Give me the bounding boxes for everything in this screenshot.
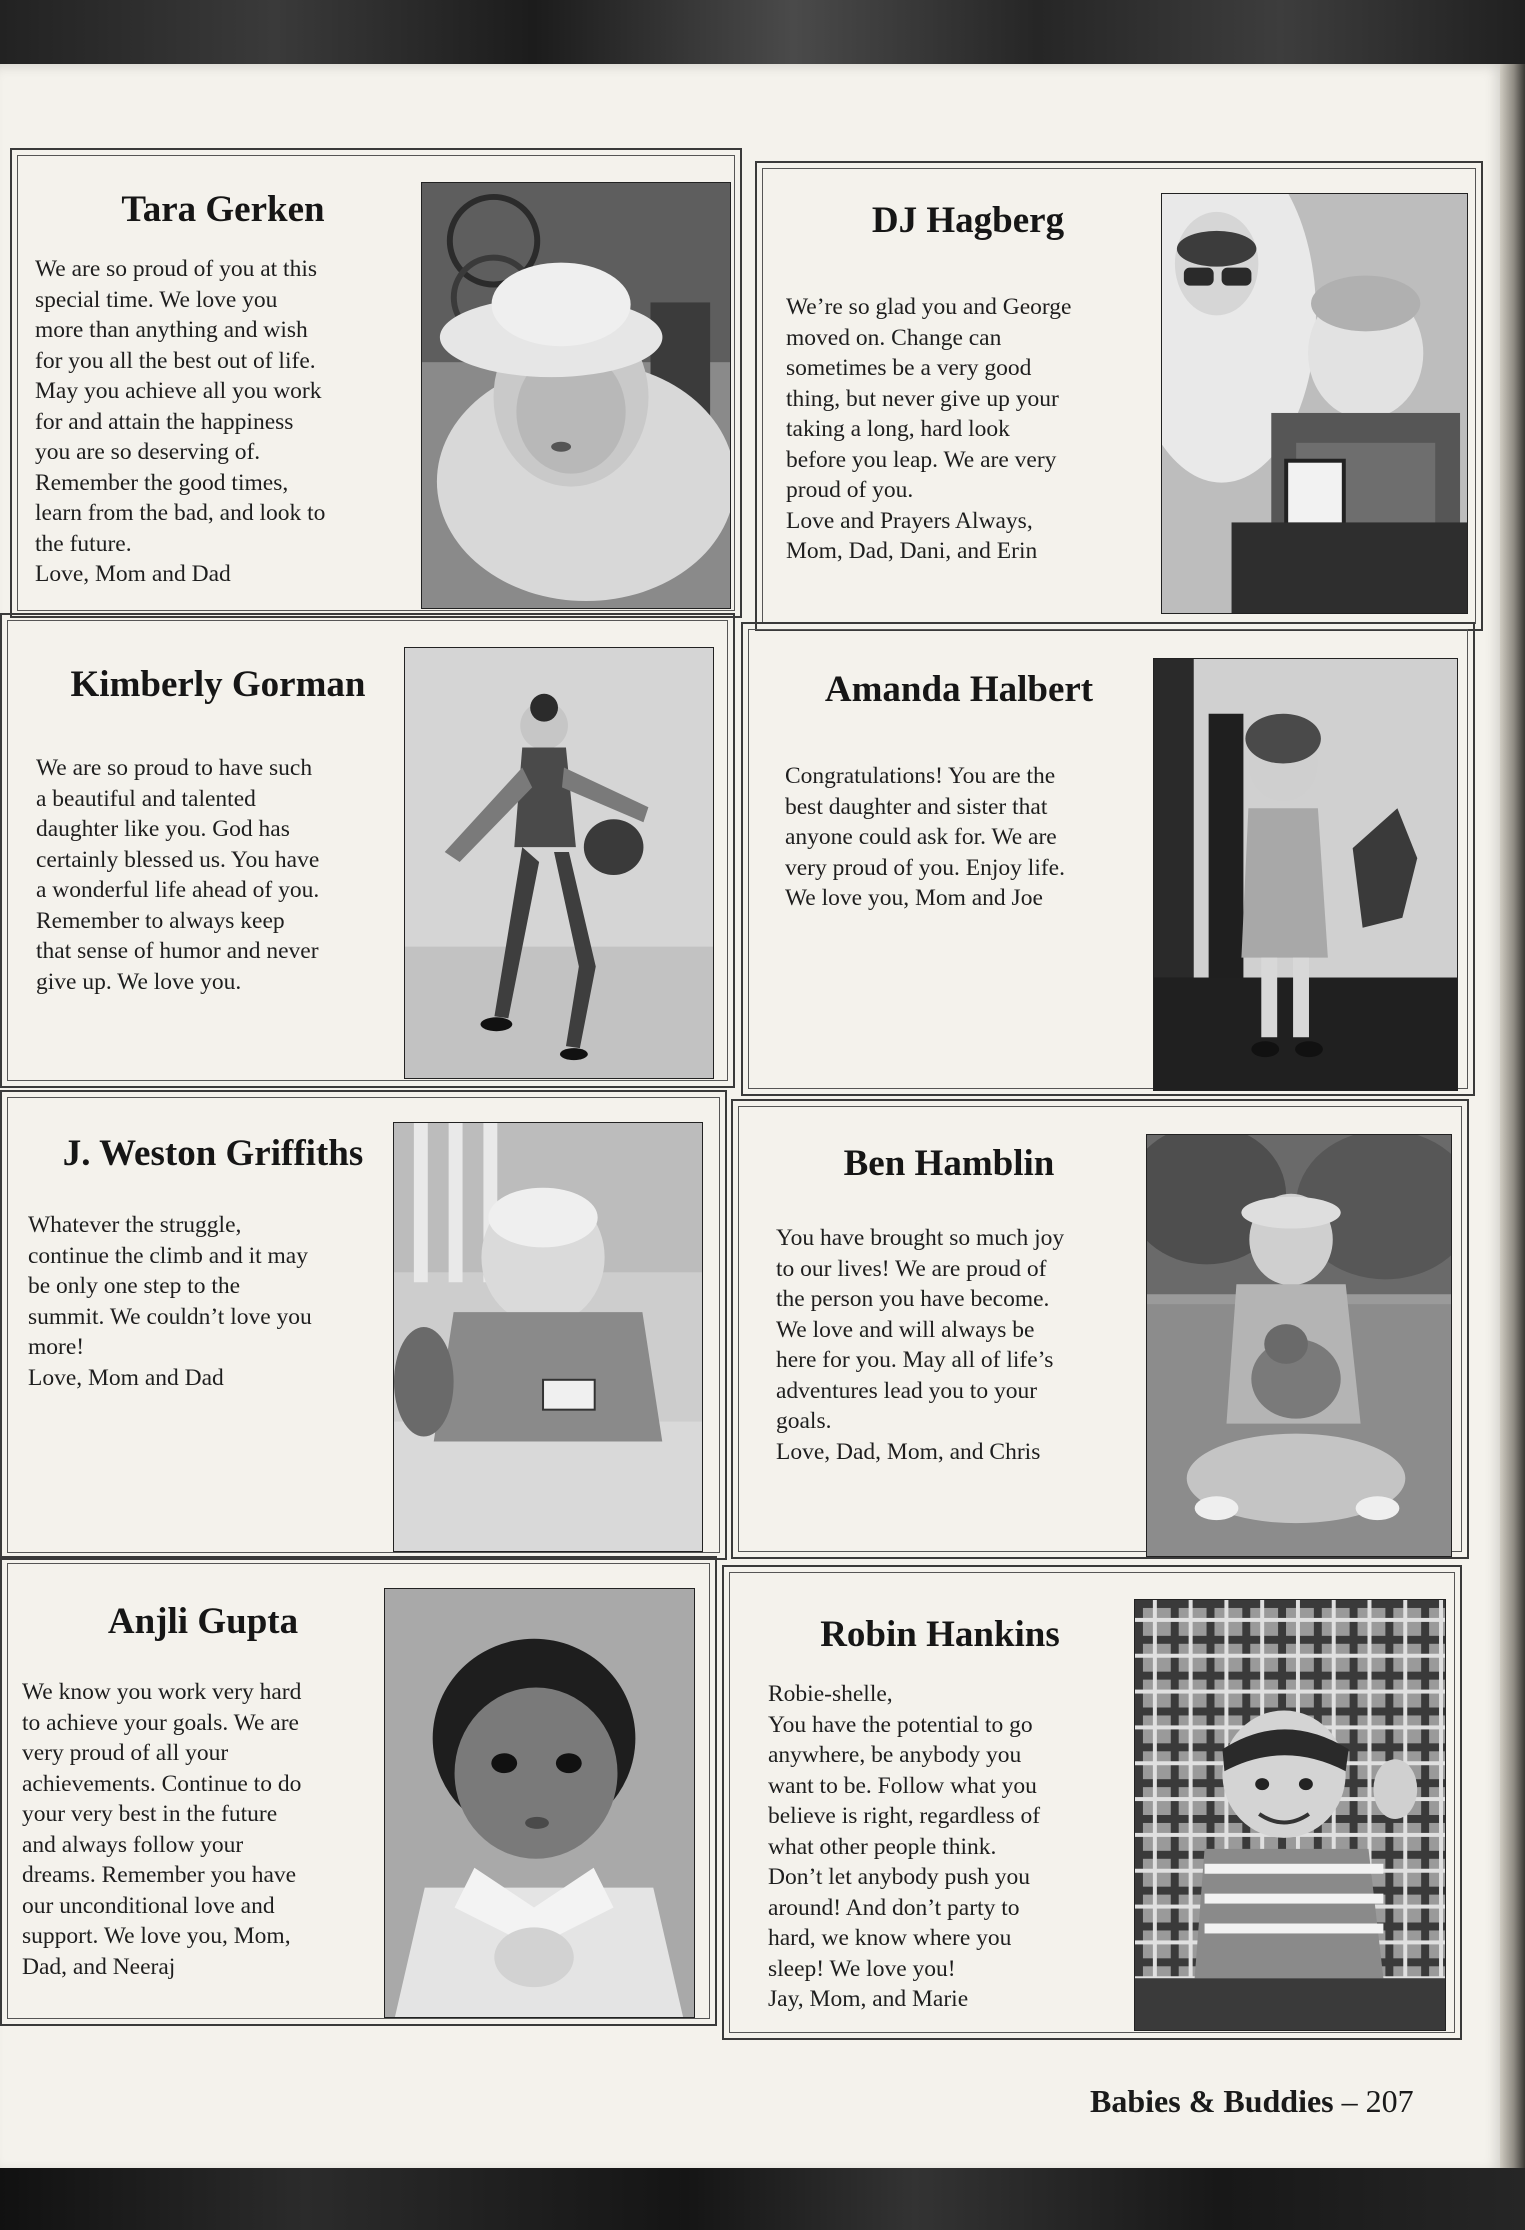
footer-separator: –: [1333, 2083, 1366, 2119]
senior-message: You have brought so much joy to our lives! We are proud of the person you have become. We love and will always be here for you. May all of life’s adventures lead you to your goals. Love, Dad, Mom, and Chris: [776, 1225, 1065, 1465]
card-frame: [7, 1097, 720, 1553]
senior-card-dj-hagberg: [755, 161, 1483, 631]
senior-card-amanda-halbert: [741, 622, 1475, 1096]
senior-name: Amanda Halbert: [824, 669, 1094, 710]
card-frame: [738, 1106, 1462, 1552]
senior-name: Tara Gerken: [121, 189, 325, 230]
baby-photo: [384, 1588, 695, 2018]
senior-message: We know you work very hard to achieve your goals. We are very proud of all your achievements. Continue to do your very best in the future and always follow your dreams. Remember you have our unconditional love and support. We love you, Mom, Dad, and Neeraj: [22, 1679, 302, 1980]
senior-message: Congratulations! You are the best daughter and sister that anyone could ask for. We are very proud of you. Enjoy life. We love you, Mom and Joe: [785, 763, 1065, 911]
page-number: 207: [1365, 2083, 1414, 2119]
senior-name: Robin Hankins: [820, 1614, 1060, 1655]
card-frame: [17, 155, 735, 611]
baby-photo: [1134, 1599, 1446, 2031]
section-title: Babies & Buddies: [1090, 2083, 1334, 2119]
baby-photo: [404, 647, 714, 1079]
senior-message: Robie-shelle, You have the potential to go anywhere, be anybody you want to be. Follow what you believe is right, regardless of what other people think. Don’t let anybody push you around! And don’t party to hard, we know where you sleep! We love you! Jay, Mom, and Marie: [768, 1681, 1041, 2012]
senior-card-anjli-gupta: [0, 1556, 717, 2026]
baby-photo: [1161, 193, 1468, 614]
senior-name: Ben Hamblin: [843, 1143, 1055, 1184]
senior-card-j-weston-griffiths: [0, 1090, 727, 1560]
card-frame: [748, 629, 1468, 1089]
card-frame: [7, 1563, 710, 2019]
baby-photo: [1153, 658, 1458, 1091]
baby-photo: [1146, 1134, 1452, 1557]
senior-name: J. Weston Griffiths: [62, 1133, 364, 1174]
scan-top-edge: [0, 0, 1525, 72]
senior-message: We are so proud of you at this special time. We love you more than anything and wish for you all the best out of life. May you achieve all you work for and attain the happiness you are so deserving of. Remember the good times, learn from the bad, and look to the future. Love, Mom and Dad: [35, 256, 326, 587]
senior-card-robin-hankins: [722, 1565, 1462, 2040]
baby-photo: [421, 182, 731, 609]
page-footer: [1090, 2083, 1414, 2120]
card-frame: [729, 1572, 1455, 2033]
senior-message: We are so proud to have such a beautiful and talented daughter like you. God has certainly blessed us. You have a wonderful life ahead of you. Remember to always keep that sense of humor and never give up. We love you.: [36, 755, 320, 995]
page-binding-edge: [1500, 64, 1525, 2174]
senior-card-kimberly-gorman: [0, 613, 735, 1088]
senior-card-ben-hamblin: [731, 1099, 1469, 1559]
baby-photo: [393, 1122, 703, 1552]
scan-bottom-edge: [0, 2168, 1525, 2230]
card-frame: [762, 168, 1476, 624]
senior-name: DJ Hagberg: [871, 200, 1065, 241]
senior-name: Kimberly Gorman: [70, 664, 366, 705]
senior-message: We’re so glad you and George moved on. Change can sometimes be a very good thing, but never give up your taking a long, hard look before you leap. We are very proud of you. Love and Prayers Always, Mom, Dad, Dani, and Erin: [786, 294, 1072, 564]
senior-name: Anjli Gupta: [107, 1601, 299, 1642]
senior-message: Whatever the struggle, continue the climb and it may be only one step to the summit. We couldn’t love you more! Love, Mom and Dad: [28, 1212, 312, 1391]
senior-card-tara-gerken: [10, 148, 742, 618]
card-frame: [7, 620, 728, 1081]
